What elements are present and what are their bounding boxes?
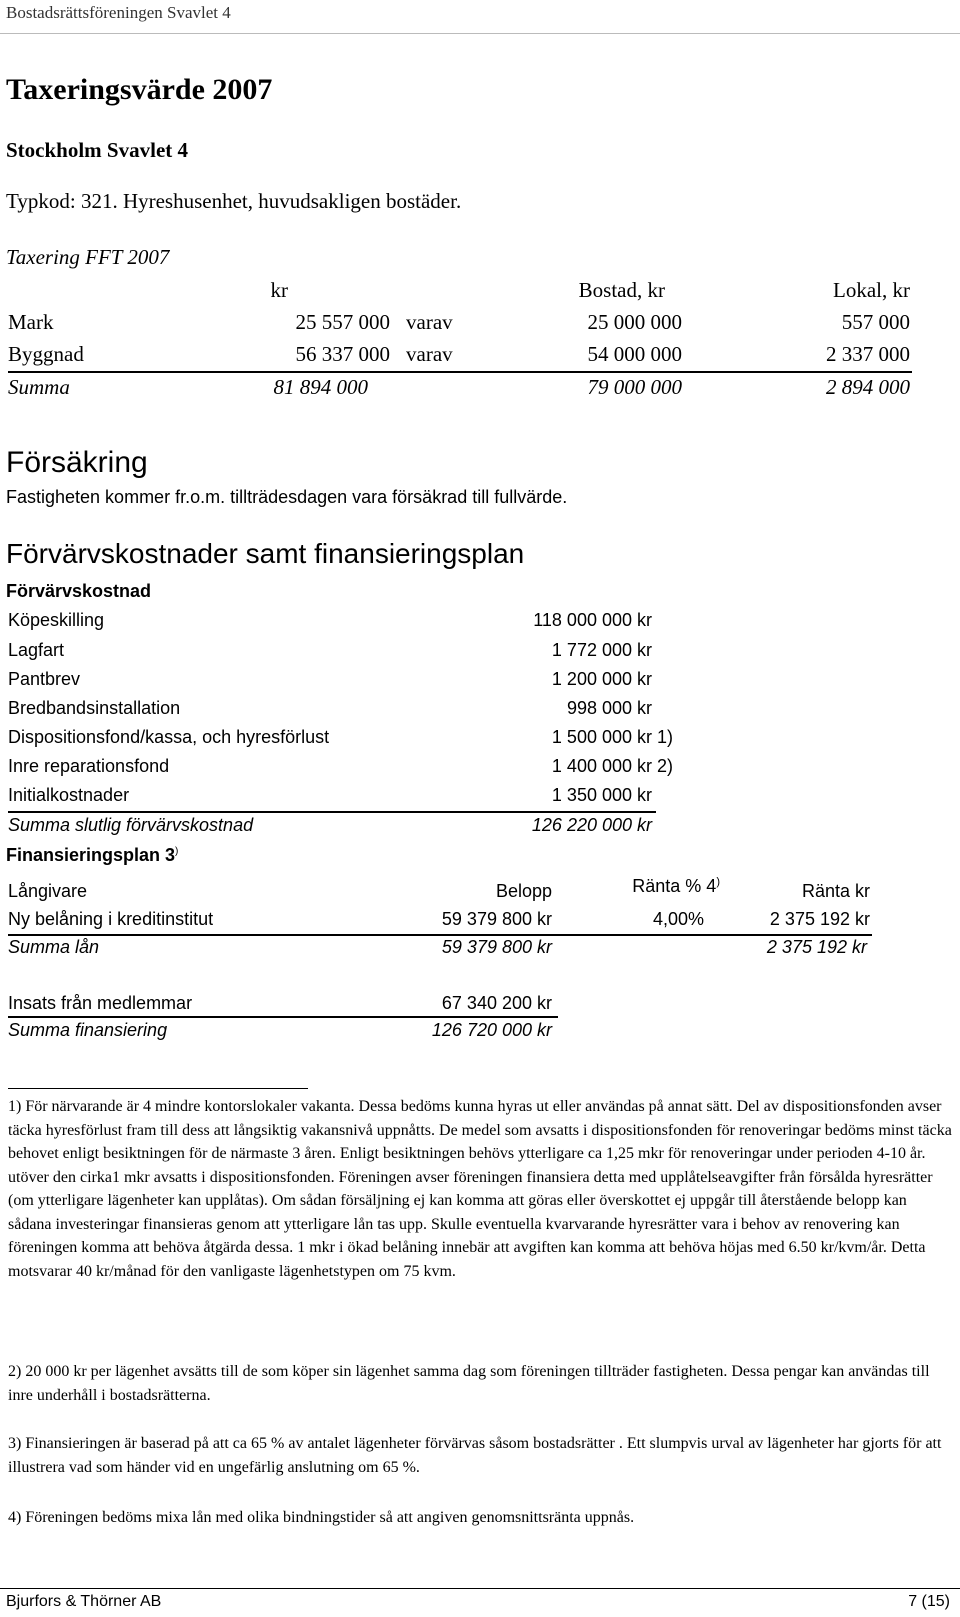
row-label: Mark — [8, 310, 54, 334]
deposit-label: Insats från medlemmar — [8, 993, 193, 1013]
row-varav: varav — [406, 310, 453, 334]
footnote-3: 3) Finansieringen är baserad på att ca 65 % av antalet lägenheter förvärvas såsom bostadsrätter . Ett slumpvis urval av lägenheter har gjorts för att illustrera vad som händer vid en ungefärlig anslutning om 65 %. — [8, 1435, 942, 1476]
col-header-bostad: Bostad, kr — [578, 278, 665, 302]
cost-amount: 1 400 000 kr — [551, 756, 652, 776]
loan-sum-amount: 59 379 800 kr — [441, 937, 552, 957]
fin-header-rate — [570, 876, 720, 897]
footnote-separator — [8, 1088, 308, 1089]
type-code: Typkod: 321. Hyreshusenhet, huvudsakligen bostäder. — [6, 189, 462, 213]
total-rule — [8, 1016, 558, 1018]
cost-label: Initialkostnader — [8, 785, 130, 805]
property-subtitle: Stockholm Svavlet 4 — [6, 138, 189, 162]
fin-header-rate-text: Ränta % 4 — [632, 876, 717, 896]
acquisition-sum-amount: 126 220 000 kr — [531, 815, 652, 835]
loan-lender: Ny belåning i kreditinstitut — [8, 909, 214, 929]
running-header: Bostadsrättsföreningen Svavlet 4 — [6, 3, 231, 22]
financing-title-sup: ) — [175, 846, 179, 857]
footer-company: Bjurfors & Thörner AB — [6, 1593, 162, 1610]
tax-sum-rule — [8, 371, 912, 373]
row-lokal: 2 894 000 — [826, 375, 910, 399]
total-label: Summa finansiering — [8, 1020, 168, 1040]
row-varav: varav — [406, 342, 453, 366]
financing-title-text: Finansieringsplan 3 — [6, 845, 176, 865]
deposit-amount: 67 340 200 kr — [441, 993, 552, 1013]
cost-label: Pantbrev — [8, 669, 81, 689]
loan-sum-label: Summa lån — [8, 937, 100, 957]
cost-label: Bredbandsinstallation — [8, 698, 181, 718]
footnote-2: 2) 20 000 kr per lägenhet avsätts till de som köper sin lägenhet samma dag som föreningen tillträder fastigheten. Dessa pengar kan användas till inre underhåll i bostadsrätterna. — [8, 1363, 930, 1404]
tax-section-title: Taxering FFT 2007 — [6, 245, 170, 269]
loan-sum-interest: 2 375 192 kr — [766, 937, 867, 957]
cost-label: Dispositionsfond/kassa, och hyresförlust — [8, 727, 330, 747]
row-lokal: 2 337 000 — [826, 342, 910, 366]
loan-sum-rule — [8, 934, 872, 936]
row-label: Summa — [8, 375, 70, 399]
insurance-text: Fastigheten kommer fr.o.m. tillträdesdagen vara försäkrad till fullvärde. — [6, 487, 568, 507]
acquisition-sum-label: Summa slutlig förvärvskostnad — [8, 815, 254, 835]
row-label: Byggnad — [8, 342, 84, 366]
row-lokal: 557 000 — [841, 310, 910, 334]
header-rule — [0, 33, 960, 34]
cost-amount: 1 500 000 kr — [551, 727, 652, 747]
cost-amount: 1 350 000 kr — [551, 785, 652, 805]
row-kr: 81 894 000 — [273, 375, 368, 399]
cost-amount: 1 772 000 kr — [551, 640, 652, 660]
cost-label: Köpeskilling — [8, 610, 105, 630]
col-header-kr: kr — [270, 278, 288, 302]
row-bostad: 54 000 000 — [587, 342, 682, 366]
cost-note: 2) — [657, 756, 674, 776]
loan-rate: 4,00% — [652, 909, 704, 929]
fin-header-amount: Belopp — [495, 881, 552, 901]
footnote-4: 4) Föreningen bedöms mixa lån med olika bindningstider så att angiven genomsnittsränta uppnås. — [8, 1509, 635, 1526]
fin-header-lender: Långivare — [8, 881, 88, 901]
page-title: Taxeringsvärde 2007 — [6, 73, 273, 106]
cost-amount: 998 000 kr — [566, 698, 652, 718]
financing-title — [6, 845, 178, 866]
acquisition-title: Förvärvskostnader samt finansieringsplan — [6, 538, 525, 569]
row-bostad: 79 000 000 — [587, 375, 682, 399]
row-kr: 25 557 000 — [295, 310, 390, 334]
footnote-1: 1) För närvarande är 4 mindre kontorslokaler vakanta. Dessa bedöms kunna hyras ut eller användas på annat sätt. Del av dispositionsfonden avser täcka hyresförlust fram till dess att långsiktig vakansnivå uppnåtts. De medel som avsatts i dispositionsfonden för renoveringar bedöms minst täcka behovet enligt besiktningen för de närmaste 3 åren. Enligt besiktningen behövs ytterligare ca 1,25 mkr för renoveringar under perioden 4-10 år. utöver den cirka1 mkr avsatts i dispositionsfonden. Föreningen avser föreningen finansiera detta med upplåtelseavgifter från försålda hyresrätter (om ytterligare lägenheter kan upplåtas). Om sådan försäljning ej kan komma att göras eller överskottet ej uppgår till återstående belopp kan sådana investeringar finansieras genom att ytterligare lån tas upp. Skulle eventuella kvarvarande hyresrätter vara i behov av renovering kan föreningen komma att behöva åtgärda dessa. 1 mkr i ökad belåning innebär att avgiften kan komma att behöva höjas med 6.50 kr/kvm/år. Detta motsvarar 40 kr/månad för den vanligaste lägenhetstypen om 75 kvm. — [8, 1098, 952, 1280]
acquisition-sum-rule — [8, 811, 656, 813]
cost-label: Lagfart — [8, 640, 65, 660]
fin-header-interest: Ränta kr — [801, 881, 870, 901]
cost-amount: 118 000 000 kr — [533, 610, 652, 630]
loan-interest: 2 375 192 kr — [769, 909, 870, 929]
row-bostad: 25 000 000 — [587, 310, 682, 334]
acquisition-subheading: Förvärvskostnad — [6, 581, 152, 601]
footer-rule — [0, 1588, 960, 1589]
cost-amount: 1 200 000 kr — [551, 669, 652, 689]
fin-header-rate-sup: ) — [716, 876, 720, 888]
loan-amount: 59 379 800 kr — [441, 909, 552, 929]
col-header-lokal: Lokal, kr — [833, 278, 910, 302]
row-kr: 56 337 000 — [295, 342, 390, 366]
cost-note: 1) — [657, 727, 674, 747]
cost-label: Inre reparationsfond — [8, 756, 170, 776]
footer-page-number: 7 (15) — [908, 1593, 950, 1610]
insurance-title: Försäkring — [6, 446, 148, 479]
total-amount: 126 720 000 kr — [431, 1020, 552, 1040]
